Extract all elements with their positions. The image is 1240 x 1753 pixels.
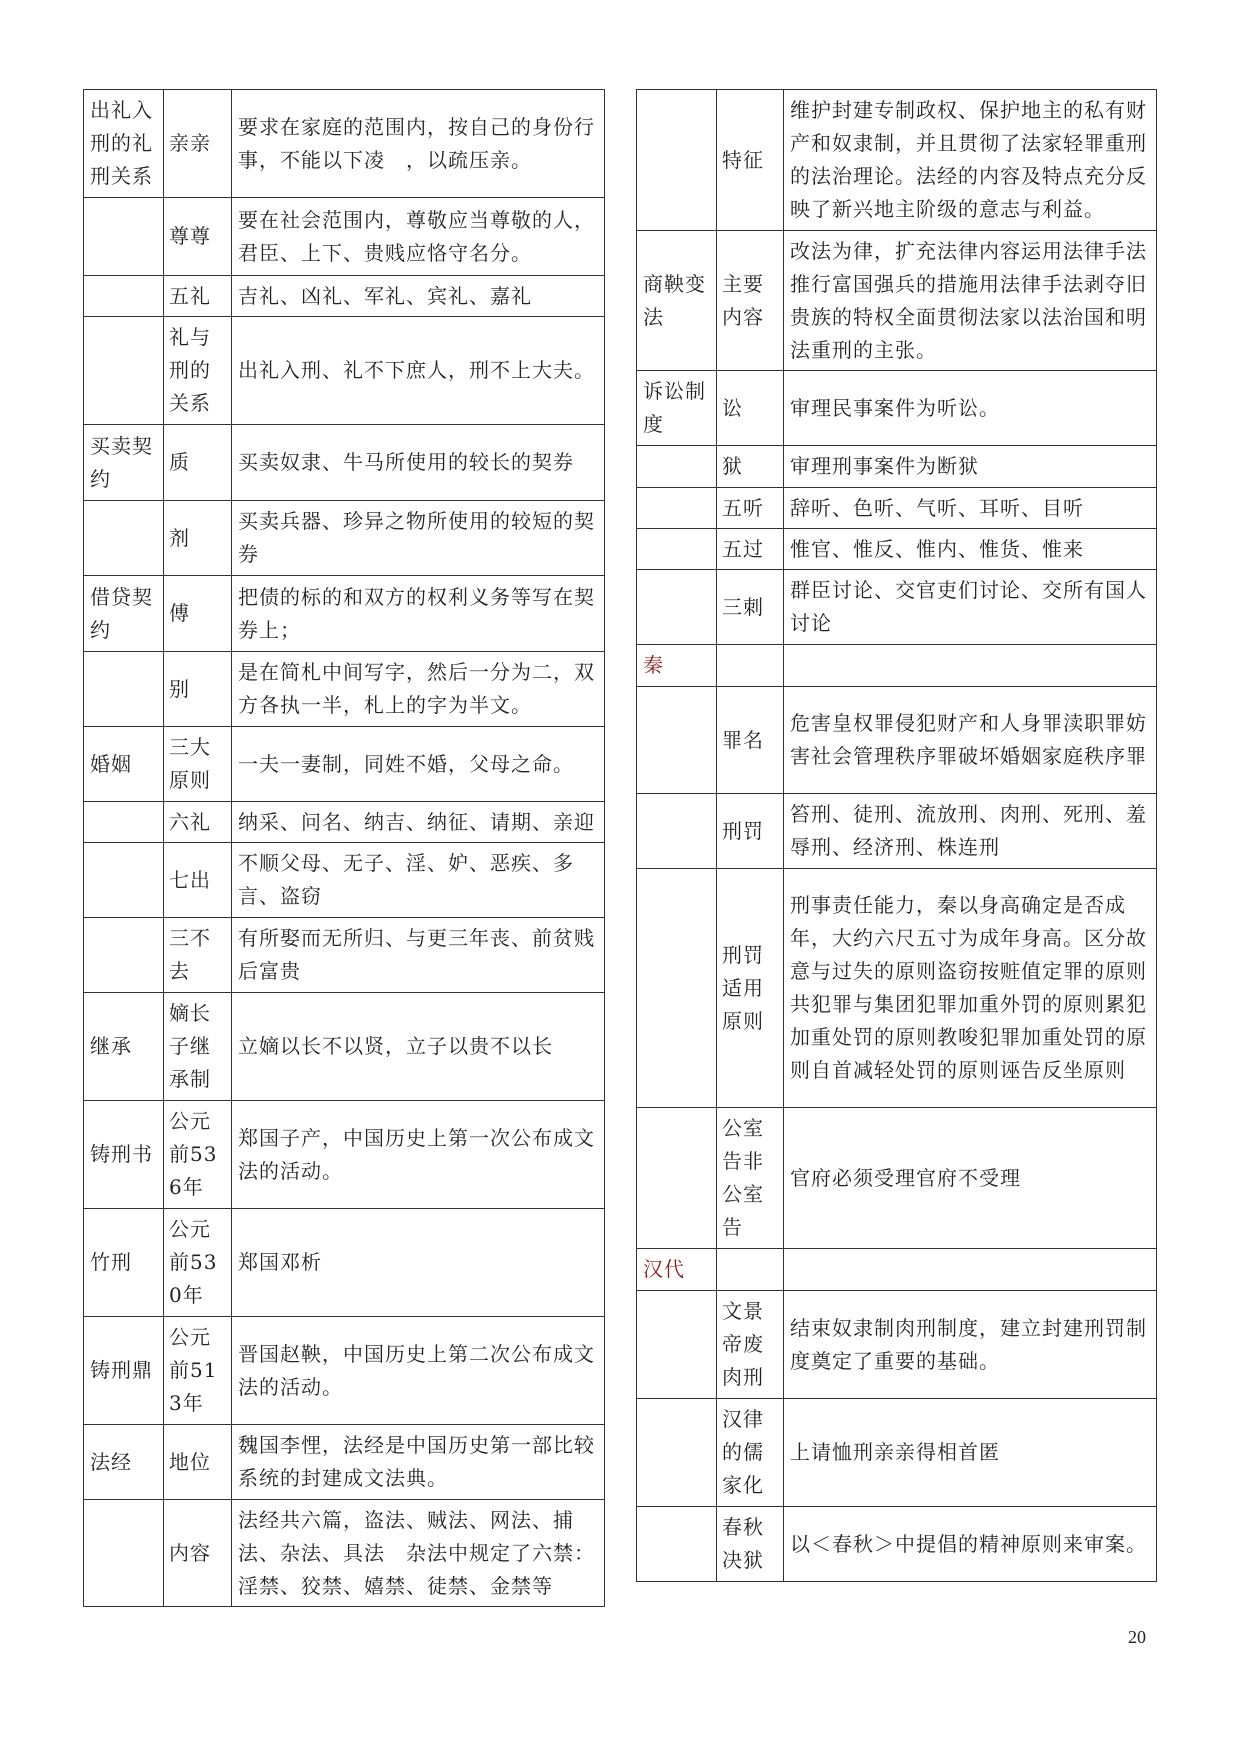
table-row (637, 446, 1157, 488)
category-cell (84, 276, 164, 317)
subcategory-cell: 内容 (164, 1500, 232, 1607)
description-cell: 以＜春秋＞中提倡的精神原则来审案。 (784, 1507, 1157, 1582)
description-cell: 法经共六篇，盗法、贼法、网法、捕法、杂法、具法 杂法中规定了六禁：淫禁、狡禁、嬉禁、徒禁、金禁等 (232, 1500, 605, 1607)
subcategory-cell: 罪名 (717, 687, 784, 794)
category-cell (84, 652, 164, 727)
category-cell: 竹刑 (84, 1209, 164, 1317)
subcategory-cell: 主要内容 (717, 231, 784, 371)
subcategory-cell: 六礼 (164, 802, 232, 843)
table-row (637, 1108, 1157, 1249)
category-cell (637, 1507, 717, 1582)
category-cell: 铸刑书 (84, 1101, 164, 1209)
table-row (84, 198, 605, 276)
description-cell: 上请恤刑亲亲得相首匿 (784, 1399, 1157, 1507)
left-law-table (83, 89, 605, 1607)
category-cell (637, 794, 717, 869)
description-cell: 买卖奴隶、牛马所使用的较长的契券 (232, 425, 605, 501)
table-row (637, 794, 1157, 869)
description-cell: 结束奴隶制肉刑制度，建立封建刑罚制度奠定了重要的基础。 (784, 1291, 1157, 1399)
description-cell (784, 645, 1157, 687)
table-row (84, 1317, 605, 1425)
category-cell (84, 317, 164, 425)
subcategory-cell: 礼与刑的关系 (164, 317, 232, 425)
subcategory-cell: 春秋决狱 (717, 1507, 784, 1582)
category-cell (84, 501, 164, 576)
table-row (637, 1291, 1157, 1399)
subcategory-cell: 别 (164, 652, 232, 727)
subcategory-cell: 尊尊 (164, 198, 232, 276)
category-cell: 婚姻 (84, 727, 164, 802)
category-cell (84, 1500, 164, 1607)
subcategory-cell: 五礼 (164, 276, 232, 317)
table-row (637, 529, 1157, 570)
category-cell (637, 1399, 717, 1507)
table-row (637, 231, 1157, 371)
category-cell (84, 918, 164, 993)
table-row (637, 488, 1157, 529)
table-row (84, 843, 605, 918)
table-row (84, 918, 605, 993)
category-cell (637, 869, 717, 1108)
subcategory-cell: 七出 (164, 843, 232, 918)
description-cell: 辞听、色听、气听、耳听、目听 (784, 488, 1157, 529)
right-law-table (636, 89, 1157, 1582)
category-cell (637, 687, 717, 794)
category-cell: 秦 (637, 645, 717, 687)
subcategory-cell: 讼 (717, 371, 784, 446)
category-cell (637, 1291, 717, 1399)
table-row (84, 727, 605, 802)
subcategory-cell: 亲亲 (164, 90, 232, 198)
table-row (637, 371, 1157, 446)
table-row (84, 501, 605, 576)
category-cell: 出礼入刑的礼刑关系 (84, 90, 164, 198)
description-cell: 不顺父母、无子、淫、妒、恶疾、多言、盗窃 (232, 843, 605, 918)
category-cell: 买卖契约 (84, 425, 164, 501)
table-row (637, 1249, 1157, 1291)
description-cell (784, 1249, 1157, 1291)
table-row (637, 1507, 1157, 1582)
category-cell (637, 488, 717, 529)
table-row (637, 90, 1157, 231)
table-row (84, 1425, 605, 1500)
category-cell: 汉代 (637, 1249, 717, 1291)
table-row (84, 1209, 605, 1317)
subcategory-cell: 公元前536年 (164, 1101, 232, 1209)
description-cell: 吉礼、凶礼、军礼、宾礼、嘉礼 (232, 276, 605, 317)
table-row (84, 576, 605, 652)
description-cell: 立嫡以长不以贤，立子以贵不以长 (232, 993, 605, 1101)
table-row (84, 317, 605, 425)
description-cell: 把债的标的和双方的权利义务等写在契券上； (232, 576, 605, 652)
description-cell: 有所娶而无所归、与更三年丧、前贫贱后富贵 (232, 918, 605, 993)
subcategory-cell: 三不去 (164, 918, 232, 993)
subcategory-cell: 汉律的儒家化 (717, 1399, 784, 1507)
subcategory-cell: 公室告非公室告 (717, 1108, 784, 1249)
description-cell: 魏国李悝，法经是中国历史第一部比较系统的封建成文法典。 (232, 1425, 605, 1500)
category-cell: 借贷契约 (84, 576, 164, 652)
category-cell (637, 529, 717, 570)
subcategory-cell: 公元前530年 (164, 1209, 232, 1317)
table-row (637, 1399, 1157, 1507)
description-cell: 出礼入刑、礼不下庶人，刑不上大夫。 (232, 317, 605, 425)
table-row (637, 687, 1157, 794)
table-row (84, 1500, 605, 1607)
description-cell: 是在简札中间写字，然后一分为二，双方各执一半，札上的字为半文。 (232, 652, 605, 727)
subcategory-cell: 刑罚 (717, 794, 784, 869)
description-cell: 笞刑、徒刑、流放刑、肉刑、死刑、羞辱刑、经济刑、株连刑 (784, 794, 1157, 869)
description-cell: 维护封建专制政权、保护地主的私有财产和奴隶制，并且贯彻了法家轻罪重刑的法治理论。法经的内容及特点充分反映了新兴地主阶级的意志与利益。 (784, 90, 1157, 231)
table-row (84, 652, 605, 727)
table-row (84, 425, 605, 501)
description-cell: 买卖兵器、珍异之物所使用的较短的契券 (232, 501, 605, 576)
category-cell (84, 843, 164, 918)
description-cell: 危害皇权罪侵犯财产和人身罪渎职罪妨害社会管理秩序罪破坏婚姻家庭秩序罪 (784, 687, 1157, 794)
category-cell (637, 1108, 717, 1249)
subcategory-cell: 嫡长子继承制 (164, 993, 232, 1101)
description-cell: 要在社会范围内，尊敬应当尊敬的人，君臣、上下、贵贱应恪守名分。 (232, 198, 605, 276)
table-row (84, 1101, 605, 1209)
description-cell: 惟官、惟反、惟内、惟货、惟来 (784, 529, 1157, 570)
description-cell: 晋国赵鞅，中国历史上第二次公布成文法的活动。 (232, 1317, 605, 1425)
description-cell: 一夫一妻制，同姓不婚，父母之命。 (232, 727, 605, 802)
table-row (637, 645, 1157, 687)
subcategory-cell: 剂 (164, 501, 232, 576)
description-cell: 群臣讨论、交官吏们讨论、交所有国人讨论 (784, 570, 1157, 645)
table-row (637, 869, 1157, 1108)
category-cell: 铸刑鼎 (84, 1317, 164, 1425)
category-cell: 继承 (84, 993, 164, 1101)
description-cell: 郑国子产，中国历史上第一次公布成文法的活动。 (232, 1101, 605, 1209)
description-cell: 审理刑事案件为断狱 (784, 446, 1157, 488)
table-row (84, 90, 605, 198)
description-cell: 纳采、问名、纳吉、纳征、请期、亲迎 (232, 802, 605, 843)
category-cell (637, 570, 717, 645)
description-cell: 改法为律，扩充法律内容运用法律手法推行富国强兵的措施用法律手法剥夺旧贵族的特权全面贯彻法家以法治国和明法重刑的主张。 (784, 231, 1157, 371)
subcategory-cell (717, 1249, 784, 1291)
category-cell (84, 802, 164, 843)
category-cell (84, 198, 164, 276)
subcategory-cell: 文景帝废肉刑 (717, 1291, 784, 1399)
subcategory-cell: 三刺 (717, 570, 784, 645)
description-cell: 要求在家庭的范围内，按自己的身份行事，不能以下凌 ，以疏压亲。 (232, 90, 605, 198)
description-cell: 审理民事案件为听讼。 (784, 371, 1157, 446)
description-cell: 官府必须受理官府不受理 (784, 1108, 1157, 1249)
category-cell (637, 90, 717, 231)
subcategory-cell: 五过 (717, 529, 784, 570)
subcategory-cell: 特征 (717, 90, 784, 231)
category-cell: 诉讼制度 (637, 371, 717, 446)
subcategory-cell (717, 645, 784, 687)
table-row (84, 993, 605, 1101)
description-cell: 郑国邓析 (232, 1209, 605, 1317)
table-row (84, 802, 605, 843)
subcategory-cell: 质 (164, 425, 232, 501)
subcategory-cell: 傅 (164, 576, 232, 652)
subcategory-cell: 地位 (164, 1425, 232, 1500)
description-cell: 刑事责任能力，秦以身高确定是否成年，大约六尺五寸为成年身高。区分故意与过失的原则盗窃按赃值定罪的原则共犯罪与集团犯罪加重外罚的原则累犯加重处罚的原则教唆犯罪加重处罚的原则自首减轻处罚的原则诬告反坐原则 (784, 869, 1157, 1108)
subcategory-cell: 刑罚适用原则 (717, 869, 784, 1108)
page-number: 20 (1128, 1627, 1146, 1647)
category-cell: 法经 (84, 1425, 164, 1500)
subcategory-cell: 三大原则 (164, 727, 232, 802)
subcategory-cell: 五听 (717, 488, 784, 529)
subcategory-cell: 公元前513年 (164, 1317, 232, 1425)
category-cell: 商鞅变法 (637, 231, 717, 371)
category-cell (637, 446, 717, 488)
table-row (637, 570, 1157, 645)
subcategory-cell: 狱 (717, 446, 784, 488)
table-row (84, 276, 605, 317)
